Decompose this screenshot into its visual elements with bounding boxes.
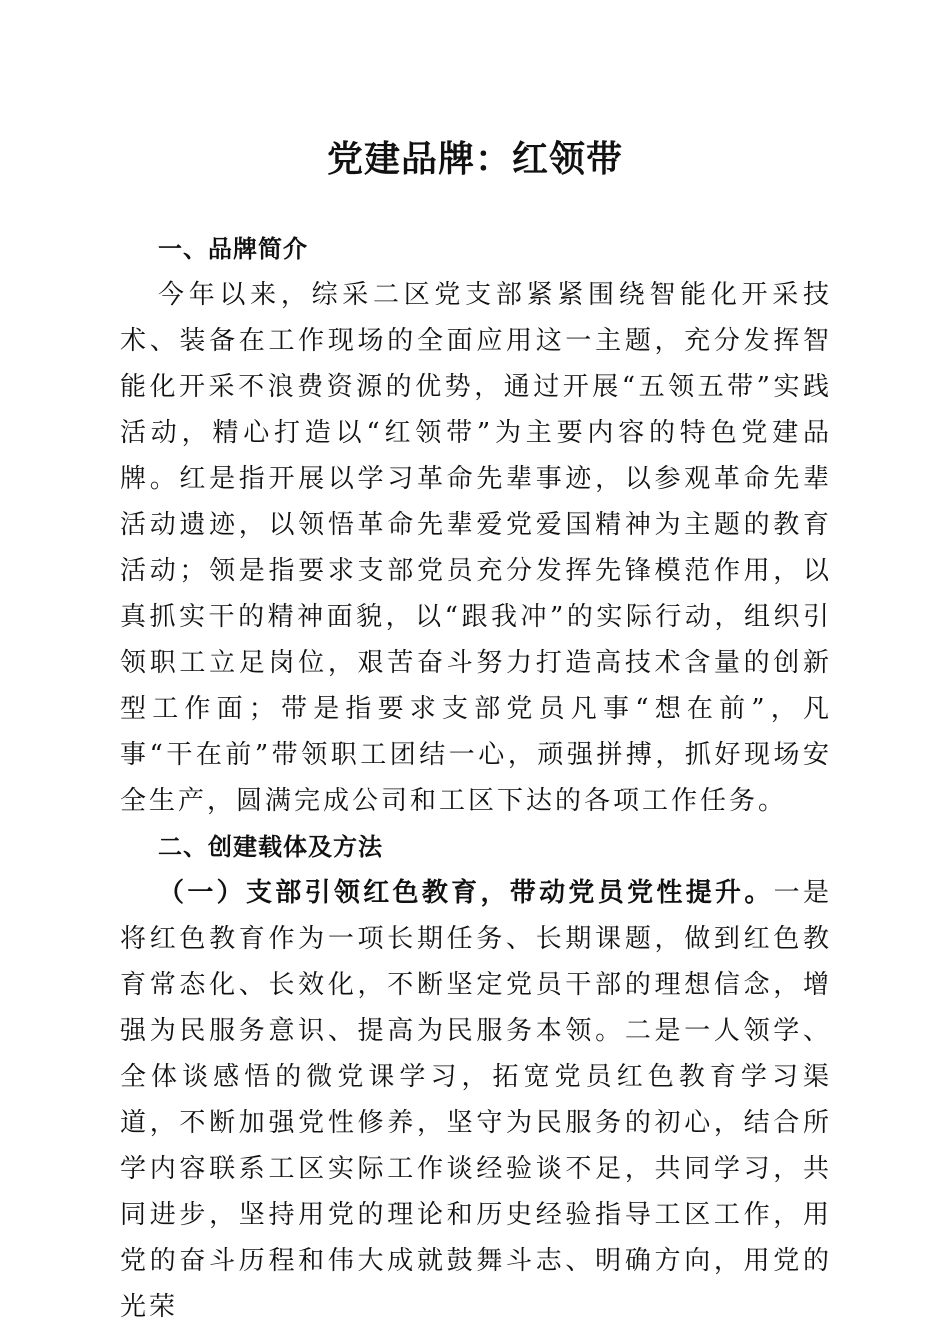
subsection-text: 一是将红色教育作为一项长期任务、长期课题，做到红色教育常态化、长效化，不断坚定党员干部的理想信念，增强为民服务意识、提高为民服务本领。二是一人领学、全体谈感悟的微党课学习，拓宽党员红色教育学习渠道，不断加强党性修养，坚守为民服务的初心，结合所学内容联系工区实际工作谈经验谈不足，共同学习，共同进步，坚持用党的理论和历史经验指导工区工作，用党的奋斗历程和伟大成就鼓舞斗志、明确方向，用党的光荣 bbox=[120, 878, 832, 1322]
subsection-red-education-paragraph bbox=[120, 870, 832, 1330]
section-heading-brand-intro: 一、品牌简介 bbox=[158, 235, 308, 263]
subsection-lead: （一）支部引领红色教育，带动党员党性提升。 bbox=[158, 878, 774, 908]
document-body bbox=[120, 226, 832, 1330]
section-heading-carrier-methods: 二、创建载体及方法 bbox=[158, 833, 383, 861]
brand-intro-paragraph: 今年以来，综采二区党支部紧紧围绕智能化开采技术、装备在工作现场的全面应用这一主题，充分发挥智能化开采不浪费资源的优势，通过开展“五领五带”实践活动，精心打造以“红领带”为主要内容的特色党建品牌。红是指开展以学习革命先辈事迹，以参观革命先辈活动遗迹，以领悟革命先辈爱党爱国精神为主题的教育活动；领是指要求支部党员充分发挥先锋模范作用，以真抓实干的精神面貌，以“跟我冲”的实际行动，组织引领职工立足岗位，艰苦奋斗努力打造高技术含量的创新型工作面；带是指要求支部党员凡事“想在前”，凡事“干在前”带领职工团结一心，顽强拼搏，抓好现场安全生产，圆满完成公司和工区下达的各项工作任务。 bbox=[120, 280, 832, 816]
document-title: 党建品牌：红领带 bbox=[326, 138, 623, 180]
